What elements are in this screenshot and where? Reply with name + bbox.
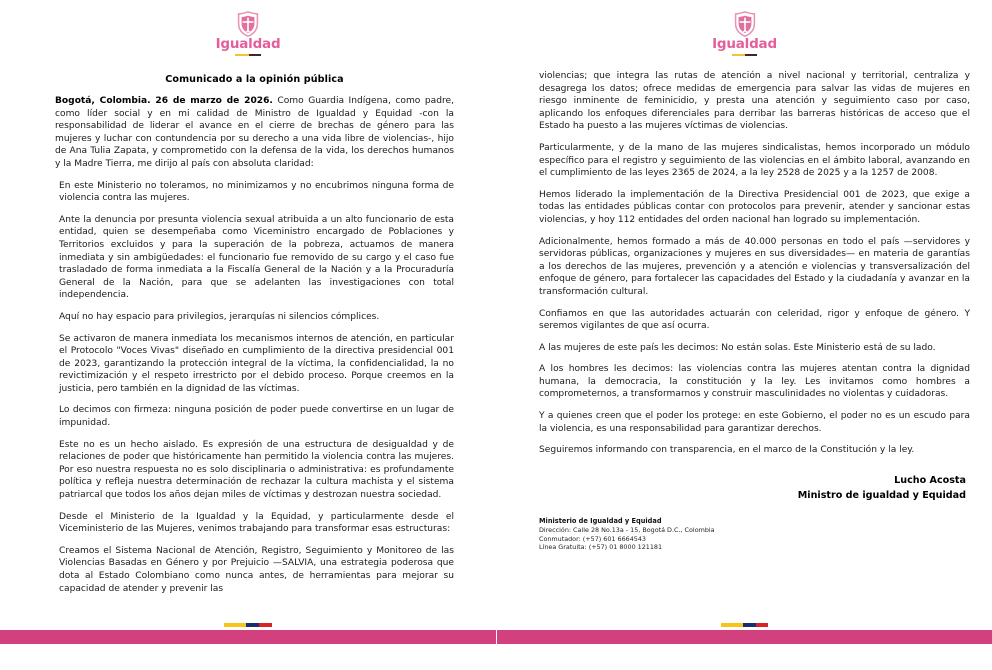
footer-contact-block <box>539 517 970 552</box>
paragraph: violencias; que integra las rutas de atención a nivel nacional y territorial, centraliza y desagrega los datos; ofrece medidas de emergencia para salvar las vidas de mujeres en riesgo inminente de feminicidio, y presta una atención y seguimiento caso por caso, aplicando los enfoques diferenciales para derribar las barreras históricas de acceso que el Estado ha puesto a las mujeres víctimas de violencias. <box>539 71 970 132</box>
paragraph: Lo decimos con firmeza: ninguna posición de poder puede convertirse en un lugar de impunidad. <box>59 405 454 429</box>
signature-role: Ministro de igualdad y Equidad <box>797 489 966 501</box>
paragraph: A los hombres les decimos: las violencias contra las mujeres atentan contra la dignidad humana, la democracia, la constitución y la ley. Les invitamos como hombres a comprometernos, a transformarnos y construir masculinidades no violentas y cuidadoras. <box>539 364 970 400</box>
ministry-logo <box>497 0 992 56</box>
signature-name: Lucho Acosta <box>894 474 966 486</box>
paragraph: A las mujeres de este país les decimos: No están solas. Este Ministerio está de su lado. <box>539 342 936 353</box>
page-title: Comunicado a la opinión pública <box>165 74 344 85</box>
dateline: Bogotá, Colombia. 26 de marzo de 2026. <box>55 96 273 106</box>
footer-switchboard: Conmutador: (+57) 601 6664543 <box>539 534 646 543</box>
footer-address: Dirección: Calle 28 No.13a - 15, Bogotá D.C., Colombia <box>539 525 715 534</box>
ministry-logo-wordmark: Igualdad <box>215 36 281 52</box>
paragraph: Se activaron de manera inmediata los mecanismos internos de atención, en particular el Protocolo "Voces Vivas" diseñado en cumplimiento de la directiva presidencial 001 de 2023, garantizando la protección integral de la víctima, la confidencialidad, la no revictimización y el respeto irrestricto por el debido proceso. Porque creemos en la justicia, pero también en la dignidad de las víctimas. <box>59 333 454 394</box>
paragraph: Adicionalmente, hemos formado a más de 40.000 personas en todo el país —servidores y servidoras públicas, organizaciones y mujeres en sus diversidades— en materia de garantías a los derechos de las mujeres, prevención y a atención e violencias y transversalización del enfoque de género, para fortalecer las capacidades del Estado y la ciudadanía y avanzar en la transformación cultural. <box>539 236 970 297</box>
paragraph: Este no es un hecho aislado. Es expresión de una estructura de desigualdad y de relaciones de poder que históricamente han permitido la violencia contra las mujeres. Por eso nuestra respuesta no es solo disciplinaria o administrativa: es profundamente política y refleja nuestra determinación de rechazar la cultura machista y el sistema patriarcal que todos los años dejan miles de víctimas y destrozan nuestra sociedad. <box>59 439 454 501</box>
lead-paragraph <box>55 95 454 171</box>
paragraph: Confiamos en que las autoridades actuarán con celeridad, rigor y enfoque de género. Y seremos vigilantes de que así ocurra. <box>539 308 970 332</box>
paragraph: Ante la denuncia por presunta violencia sexual atribuida a un alto funcionario de esta entidad, quien se desempeñaba como Viceministro encargado de Poblaciones y Territorios excluidos y para la superación de la pobreza, actuamos de manera inmediata y sin ambigüedades: el funcionario fue removido de su cargo y el caso fue trasladado de forma inmediata a la Fiscalía General de la Nación y a la Procuraduría General de la Nación, para que se adelanten las investigaciones con total independencia. <box>59 214 454 301</box>
paragraph: Creamos el Sistema Nacional de Atención, Registro, Seguimiento y Monitoreo de las Violencias Basadas en Género y por Prejuicio —SALVIA, una estrategia poderosa que dota al Estado Colombiano como nunca antes, de herramientas para mejorar su capacidad de atender y prevenir las <box>59 545 454 594</box>
paragraph: Aquí no hay espacio para privilegios, jerarquías ni silencios cómplices. <box>59 311 380 322</box>
pink-footer-bar <box>0 630 496 644</box>
page-1-bottom <box>0 623 496 670</box>
ministry-logo-wordmark: Igualdad <box>712 36 777 52</box>
ministry-logo <box>0 0 496 56</box>
paragraph: Seguiremos informando con transparencia, en el marco de la Constitución y la ley. <box>539 445 915 456</box>
colombia-flag-icon <box>721 623 769 627</box>
lead-paragraph-body: Como Guardia Indígena, como padre, como líder social y en mi calidad de Ministro de Igualdad y Equidad -con la responsabilidad de liderar el avance en el cierre de brechas de género para las mujeres y luchar con contundencia por su derecho a una vida libre de violencias-, hijo de Ana Tulia Zapata, y comprometido con la defensa de la vida, los derechos humanos y la Madre Tierra, me dirijo al país con absoluta claridad: <box>55 96 454 169</box>
signature-block <box>539 473 970 503</box>
shield-crest-icon <box>237 11 259 37</box>
paragraph: Particularmente, y de la mano de las mujeres sindicalistas, hemos incorporado un módulo específico para el registro y seguimiento de las violencias en el ámbito laboral, avanzando en el cumplimiento de las leyes 2365 de 2024, a la ley 2528 de 2025 y a la 1257 de 2008. <box>539 142 970 179</box>
colombia-flag-icon <box>224 623 272 627</box>
page-1-content <box>0 56 496 623</box>
footer-toll-free: Línea Gratuita: (+57) 01 8000 121181 <box>539 543 663 552</box>
page-2-content <box>497 56 992 623</box>
shield-crest-icon <box>734 11 756 37</box>
footer-organization: Ministerio de Igualdad y Equidad <box>539 516 662 525</box>
page-2-bottom-margin <box>497 644 992 670</box>
page-1-bottom-margin <box>0 644 496 670</box>
paragraph: Hemos liderado la implementación de la Directiva Presidencial 001 de 2023, que exige a todas las entidades públicas contar con protocolos para prevenir, atender y sancionar estas violencias, y hoy 112 entidades del orden nacional han logrado su implementación. <box>539 189 970 225</box>
paragraph: Desde el Ministerio de la Igualdad y la Equidad, y particularmente desde el Viceministerio de las Mujeres, venimos trabajando para transformar esas estructuras: <box>59 511 454 535</box>
pink-footer-bar <box>497 630 992 644</box>
document-page-2 <box>496 0 992 670</box>
paragraph: Y a quienes creen que el poder los protege: en este Gobierno, el poder no es un escudo para la violencia, es una responsabilidad para garantizar derechos. <box>539 411 970 434</box>
paragraph: En este Ministerio no toleramos, no minimizamos y no encubrimos ninguna forma de violencia contra las mujeres. <box>59 180 454 204</box>
page-2-bottom <box>497 623 992 670</box>
